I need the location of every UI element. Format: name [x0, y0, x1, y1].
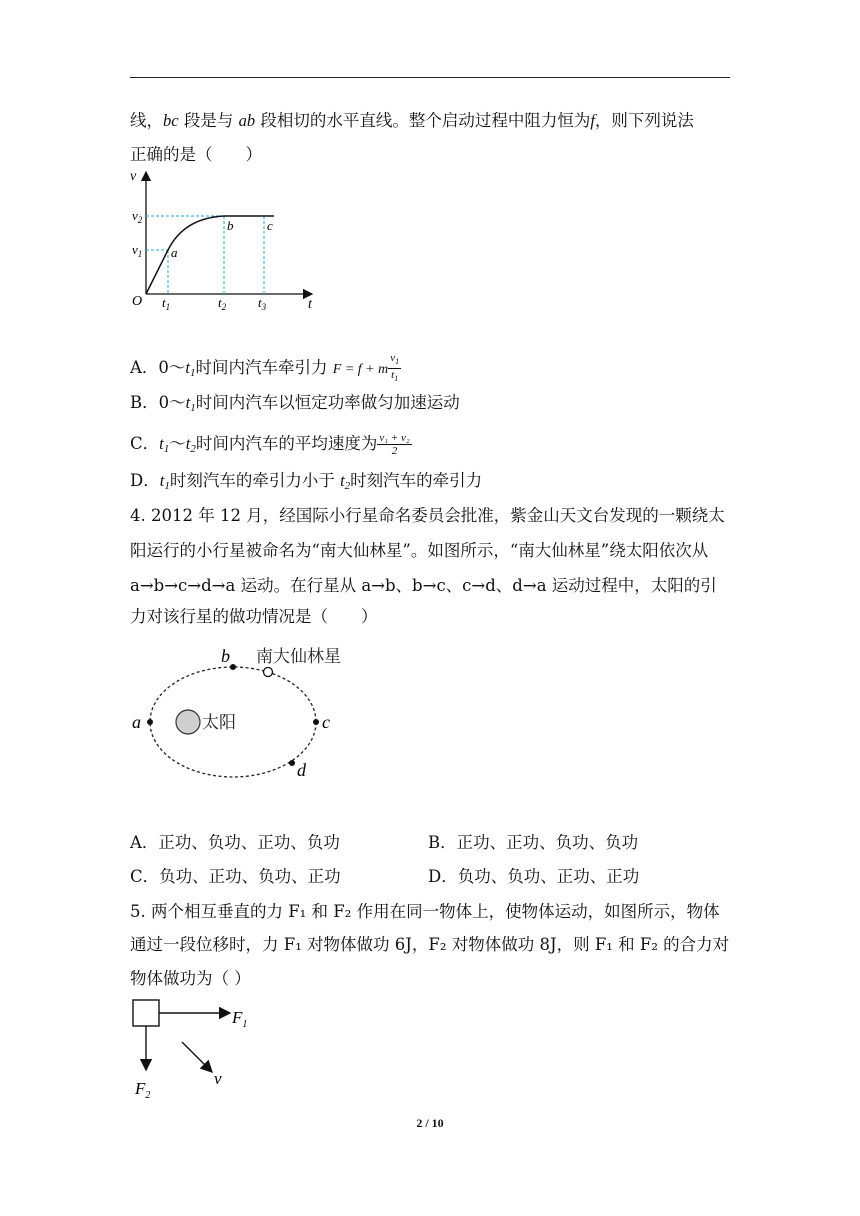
q4-option-a: A．正功、负功、正功、负功 [130, 833, 340, 852]
svg-text:O: O [132, 294, 143, 309]
q3-intro-line2: 正确的是（ ） [130, 145, 262, 164]
point-b-dot [230, 664, 236, 670]
svg-text:t2: $t_2$ [218, 295, 227, 310]
velocity-time-graph [128, 168, 328, 310]
svg-text:t1: $t_1$ [162, 295, 171, 310]
point-c-dot [313, 719, 319, 725]
svg-text:南大仙林星: 南大仙林星 [256, 647, 341, 667]
svg-text:v: v [130, 169, 137, 184]
svg-text:太阳: 太阳 [202, 713, 236, 733]
svg-text:d: d [297, 760, 306, 780]
q4-line3: a→b→c→d→a 运动。在行星从 a→b、b→c、c→d、d→a 运动过程中，太阳的引 [130, 576, 717, 595]
object-box [133, 1000, 159, 1026]
svg-text:v: v [214, 1069, 222, 1088]
q4-option-c: C．负功、正功、负功、正功 [130, 867, 341, 886]
q5-line1: 5. 两个相互垂直的力 F₁ 和 F₂ 作用在同一物体上，使物体运动，如图所示，物体 [130, 902, 720, 921]
svg-text:t: t [308, 297, 312, 310]
page-number: 2 / 10 [416, 1116, 444, 1130]
q4-line1: 4. 2012 年 12 月，经国际小行星命名委员会批准，紫金山天文台发现的一颗绕太 [130, 506, 725, 525]
q4-option-d: D．负功、负功、正功、正功 [428, 867, 640, 886]
q5-line3: 物体做功为（ ） [130, 969, 251, 988]
svg-text:F1: $F_1$ [232, 1008, 248, 1030]
q3-option-b: B．$0\sim t_1$时间内汽车以恒定功率做匀加速运动 [130, 393, 460, 414]
q3-option-d: D．$t_1$时刻汽车的牵引力小于 $t_2$时刻汽车的牵引力 [130, 471, 483, 492]
svg-text:b: b [227, 218, 234, 233]
svg-text:t3: $t_3$ [258, 295, 267, 310]
asteroid-icon [264, 668, 273, 677]
q5-line2: 通过一段位移时，力 F₁ 对物体做功 6J，F₂ 对物体做功 8J，则 F₁ 和 F₂ 的合力对 [130, 935, 730, 954]
q4-option-b: B．正功、正功、负功、负功 [428, 833, 639, 852]
svg-text:F2: $F_2$ [135, 1079, 151, 1101]
q3-option-c: C．$t_1\sim t_2$时间内汽车的平均速度为 $\frac{\text{v₁ + v₂}}{2}$ [130, 432, 410, 457]
q3-intro-line1: 线，bc 段是与 ab 段相切的水平直线。整个启动过程中阻力恒为f，则下列说法 [130, 111, 694, 130]
sun-icon [176, 710, 200, 734]
q4-line4: 力对该行星的做功情况是（ ） [130, 607, 378, 626]
orbit-diagram [126, 640, 366, 782]
velocity-curve [146, 216, 274, 294]
svg-text:v1: $v_1$ [132, 242, 143, 259]
point-a-dot [147, 719, 153, 725]
svg-text:a: a [171, 245, 178, 260]
header-rule [130, 77, 730, 78]
svg-text:c: c [322, 712, 330, 732]
point-d-dot [289, 760, 295, 766]
q4-line2: 阳运行的小行星被命名为“南大仙林星”。如图所示，“南大仙林星”绕太阳依次从 [130, 541, 709, 560]
svg-text:v2: $v_2$ [132, 208, 143, 225]
force-diagram [126, 996, 266, 1106]
q3-option-a: A．$0\sim t_1$时间内汽车牵引力 F = f + m $\frac{v_1}{t_1}$ [130, 352, 400, 384]
v-arrow [182, 1042, 212, 1072]
svg-text:b: b [221, 646, 230, 666]
svg-text:c: c [267, 218, 273, 233]
svg-text:a: a [132, 712, 141, 732]
